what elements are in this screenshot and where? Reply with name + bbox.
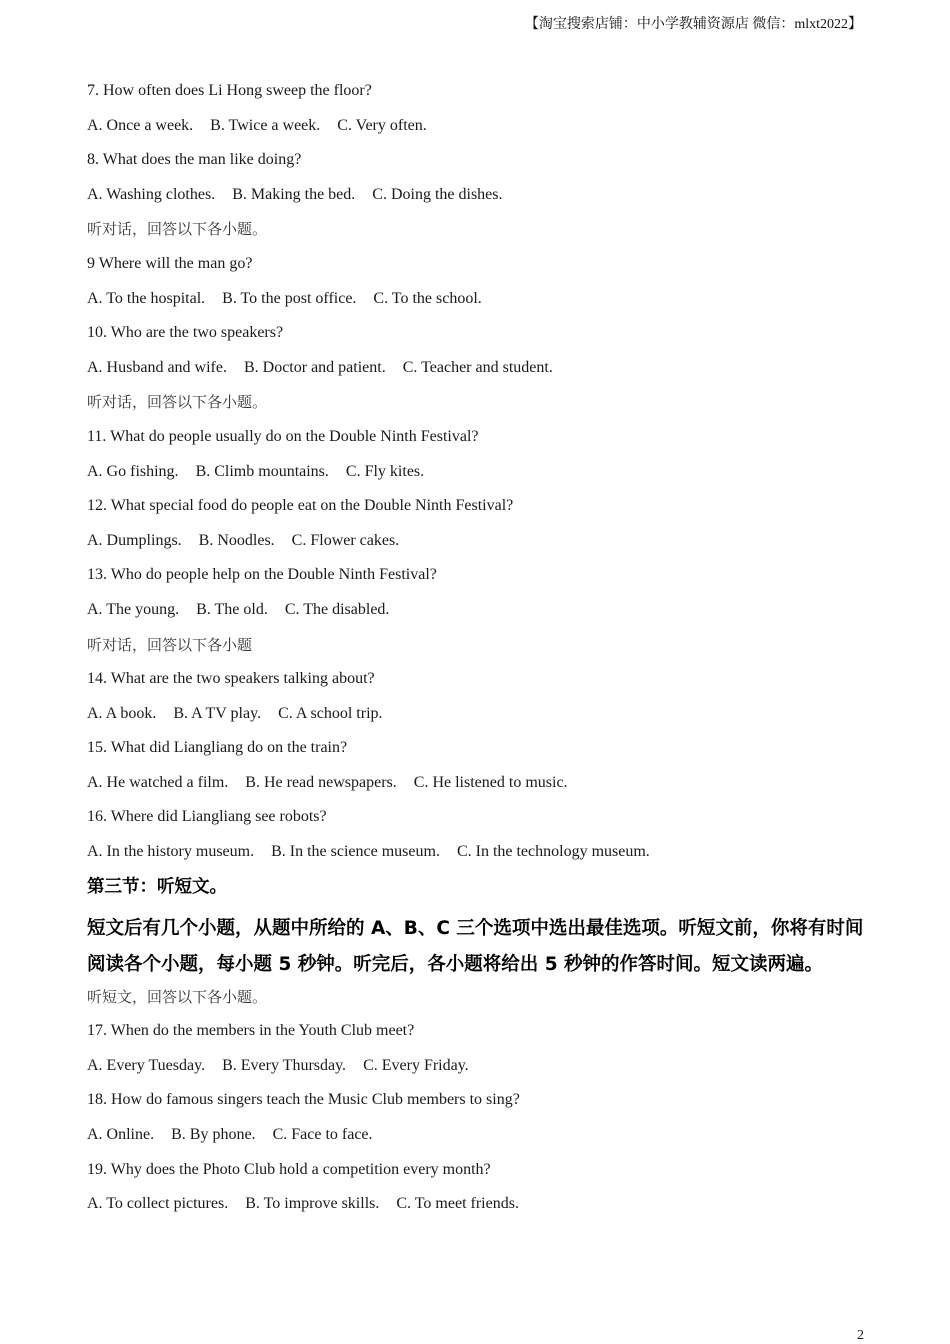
option-b: B. Doctor and patient. bbox=[243, 358, 386, 376]
question-7: 7. How often does Li Hong sweep the floor? bbox=[87, 82, 372, 99]
options-8 bbox=[87, 183, 867, 218]
option-b: B. In the science museum. bbox=[271, 843, 440, 861]
option-a: A. In the history museum. bbox=[87, 843, 255, 861]
option-c: C. To meet friends. bbox=[396, 1195, 519, 1213]
options-16 bbox=[87, 840, 867, 875]
option-b: B. By phone. bbox=[171, 1126, 256, 1144]
instruction-3: 听对话，回答以下各小题 bbox=[87, 635, 253, 654]
option-b: B. Making the bed. bbox=[232, 185, 356, 203]
option-c: C. Face to face. bbox=[272, 1126, 373, 1144]
option-c: C. In the technology museum. bbox=[456, 843, 650, 861]
option-a: A. To collect pictures. bbox=[87, 1195, 229, 1213]
option-c: C. Flower cakes. bbox=[291, 531, 400, 549]
option-c: C. Every Friday. bbox=[363, 1056, 469, 1074]
option-c: C. Teacher and student. bbox=[402, 358, 553, 376]
option-b: B. Every Thursday. bbox=[222, 1056, 347, 1074]
question-8: 8. What does the man like doing? bbox=[87, 151, 302, 169]
options-10 bbox=[87, 356, 867, 391]
option-a: A. A book. bbox=[87, 704, 157, 722]
question-16: 16. Where did Liangliang see robots? bbox=[87, 808, 327, 826]
question-15: 15. What did Liangliang do on the train? bbox=[87, 739, 348, 757]
option-c: C. The disabled. bbox=[284, 600, 390, 618]
instruction-1: 听对话，回答以下各小题。 bbox=[87, 220, 268, 239]
page-number: 2 bbox=[857, 1328, 864, 1343]
options-18 bbox=[87, 1123, 867, 1158]
option-c: C. To the school. bbox=[373, 289, 482, 307]
header-note: 【淘宝搜索店铺：中小学教辅资源店 微信：mlxt2022】 bbox=[524, 17, 862, 32]
option-c: C. Doing the dishes. bbox=[372, 185, 503, 203]
document-body bbox=[87, 79, 867, 1227]
option-a: A. Online. bbox=[87, 1126, 155, 1144]
option-c: C. Very often. bbox=[337, 116, 427, 134]
options-14 bbox=[87, 702, 867, 737]
question-10: 10. Who are the two speakers? bbox=[87, 324, 284, 342]
option-a: A. He watched a film. bbox=[87, 773, 229, 791]
question-14: 14. What are the two speakers talking about? bbox=[87, 670, 375, 688]
options-11 bbox=[87, 460, 867, 495]
question-17: 17. When do the members in the Youth Club meet? bbox=[87, 1022, 415, 1040]
option-a: A. Husband and wife. bbox=[87, 358, 227, 376]
option-b: B. To the post office. bbox=[222, 289, 357, 307]
option-a: A. To the hospital. bbox=[87, 289, 206, 307]
options-7 bbox=[87, 114, 867, 149]
instruction-2: 听对话，回答以下各小题。 bbox=[87, 393, 268, 412]
option-b: B. A TV play. bbox=[173, 704, 262, 722]
question-13: 13. Who do people help on the Double Ninth Festival? bbox=[87, 566, 437, 584]
option-a: A. Every Tuesday. bbox=[87, 1056, 206, 1074]
option-b: B. Twice a week. bbox=[210, 116, 321, 134]
instruction-4: 听短文，回答以下各小题。 bbox=[87, 987, 268, 1006]
option-b: B. He read newspapers. bbox=[245, 773, 397, 791]
option-b: B. Noodles. bbox=[198, 531, 275, 549]
question-19: 19. Why does the Photo Club hold a competition every month? bbox=[87, 1160, 491, 1178]
option-a: A. Dumplings. bbox=[87, 531, 182, 549]
option-c: C. He listened to music. bbox=[413, 773, 568, 791]
option-a: A. Washing clothes. bbox=[87, 185, 216, 203]
option-b: B. To improve skills. bbox=[245, 1195, 380, 1213]
question-18: 18. How do famous singers teach the Music Club members to sing? bbox=[87, 1091, 520, 1109]
question-11: 11. What do people usually do on the Double Ninth Festival? bbox=[87, 427, 479, 445]
options-19 bbox=[87, 1192, 867, 1227]
question-9: 9 Where will the man go? bbox=[87, 254, 253, 272]
section-description: 短文后有几个小题，从题中所给的 A、B、C 三个选项中选出最佳选项。听短文前，你将有时间阅读各个小题，每小题 5 秒钟。听完后，各小题将给出 5 秒钟的作答时间。短文读两遍。 bbox=[87, 917, 864, 975]
section-title: 第三节：听短文。 bbox=[87, 876, 227, 897]
option-c: C. A school trip. bbox=[278, 704, 383, 722]
options-17 bbox=[87, 1054, 867, 1089]
option-a: A. Once a week. bbox=[87, 116, 194, 134]
options-15 bbox=[87, 771, 867, 806]
options-13 bbox=[87, 598, 867, 633]
option-b: B. The old. bbox=[196, 600, 268, 618]
options-9 bbox=[87, 287, 867, 322]
question-12: 12. What special food do people eat on the Double Ninth Festival? bbox=[87, 497, 514, 515]
option-a: A. The young. bbox=[87, 600, 180, 618]
option-c: C. Fly kites. bbox=[345, 462, 425, 480]
option-a: A. Go fishing. bbox=[87, 462, 179, 480]
option-b: B. Climb mountains. bbox=[195, 462, 329, 480]
options-12 bbox=[87, 529, 867, 564]
